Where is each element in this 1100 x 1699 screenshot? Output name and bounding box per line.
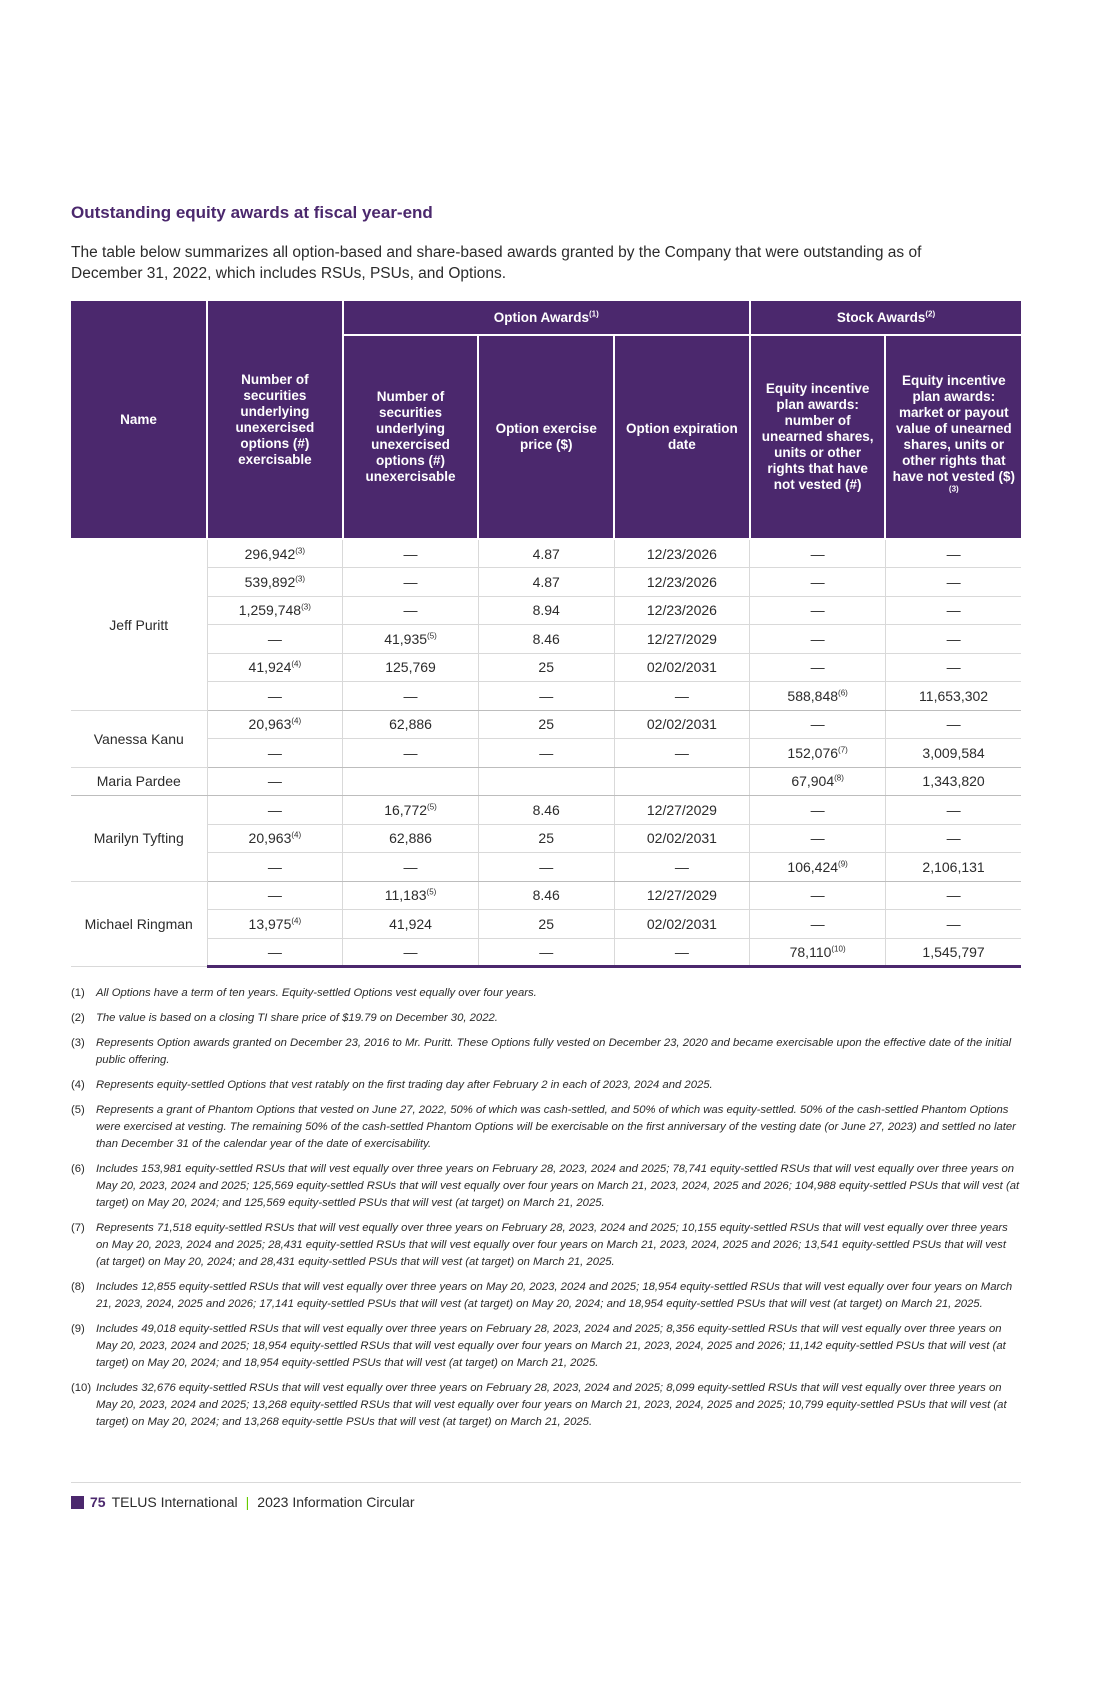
footnote-text: Includes 49,018 equity-settled RSUs that will vest equally over three years on February 28, 2023, 2024 and 2025; 8,356 equity-settled RSUs that will vest equally over three years on May 20, 2023, 2024 and 2025; 18,954 equity-settled RSUs that will vest equally over four years on March 21, 2023, 2024, 2025 and 2026; 11,142 equity-settled PSUs that will vest (at target) on May 20, 2024; and 18,954 equity-settled PSUs that will vest (at target) on March 21, 2025. xyxy=(96,1323,1006,1369)
name-cell-marilyn: Marilyn Tyfting xyxy=(71,796,207,882)
expiration-date-cell: — xyxy=(614,739,750,768)
unexercisable-cell: — xyxy=(343,568,479,597)
expiration-date-cell: 12/23/2026 xyxy=(614,539,750,568)
unexercisable-cell: — xyxy=(343,539,479,568)
unexercisable-cell: 62,886 xyxy=(343,710,479,739)
footnote-text: Represents 71,518 equity-settled RSUs that will vest equally over three years on February 28, 2023, 2024 and 2025; 10,155 equity-settled RSUs that will vest equally over three years on May 20, 2023, 2024 and 2025; 28,431 equity-settled RSUs that will vest equally over four years on March 21, 2023, 2024, 2025 and 2026; 13,541 equity-settled PSUs that will vest (at target) on May 20, 2024; and 28,431 equity-settled PSUs that will vest (at target) on March 21, 2025. xyxy=(96,1222,1008,1268)
exercise-price-cell: 8.46 xyxy=(478,881,614,910)
eip-value-cell: 2,106,131 xyxy=(885,853,1021,882)
unexercisable-cell: — xyxy=(343,596,479,625)
exercise-price-cell: 25 xyxy=(478,653,614,682)
page-footer xyxy=(71,1494,414,1510)
footnotes xyxy=(71,985,1021,1439)
eip-value-cell: — xyxy=(885,625,1021,654)
eip-number-cell: 106,424$^{(9)}$ xyxy=(750,853,886,882)
expiration-date-cell: 02/02/2031 xyxy=(614,910,750,939)
exercise-price-cell: — xyxy=(478,938,614,967)
footnote-text: Represents Option awards granted on December 23, 2016 to Mr. Puritt. These Options fully vested on December 23, 2020 and became exercisable upon the effective date of the initial public offering. xyxy=(96,1037,1012,1066)
table-row xyxy=(71,568,1021,597)
exercise-price-cell: — xyxy=(478,853,614,882)
eip-number-cell: — xyxy=(750,539,886,568)
intro-paragraph: The table below summarizes all option-based and share-based awards granted by the Company that were outstanding as of December 31, 2022, which includes RSUs, PSUs, and Options. xyxy=(71,244,922,282)
header-exercisable: Number of securities underlying unexercised options (#) exercisable xyxy=(207,301,343,539)
expiration-date-cell: 12/27/2029 xyxy=(614,625,750,654)
eip-value-cell: — xyxy=(885,568,1021,597)
footnote-number: (10) xyxy=(71,1382,92,1394)
header-expiration-date: Option expiration date xyxy=(614,335,750,539)
footnote-text: Includes 12,855 equity-settled RSUs that will vest equally over three years on May 20, 2023, 2024 and 2025; 18,954 equity-settled RSUs that will vest equally over four years on March 21, 2023, 2024, 2025 and 2026; 17,141 equity-settled PSUs that will vest (at target) on May 20, 2024; and 18,954 equity-settled PSUs that will vest (at target) on March 21, 2025. xyxy=(96,1281,1013,1310)
footnote xyxy=(71,1279,1021,1313)
footnote-number: (7) xyxy=(71,1222,85,1234)
unexercisable-cell: — xyxy=(343,739,479,768)
table-row xyxy=(71,739,1021,768)
eip-number-cell: — xyxy=(750,796,886,825)
eip-number-cell: 67,904$^{(8)}$ xyxy=(750,767,886,796)
eip-number-cell: — xyxy=(750,881,886,910)
outstanding-awards-table xyxy=(71,301,1021,968)
footnote xyxy=(71,1220,1021,1271)
exercisable-cell: — xyxy=(207,625,343,654)
exercisable-cell: 296,942$^{(3)}$ xyxy=(207,539,343,568)
unexercisable-cell: — xyxy=(343,938,479,967)
exercise-price-cell xyxy=(478,767,614,796)
exercise-price-cell: 25 xyxy=(478,710,614,739)
eip-value-cell: — xyxy=(885,539,1021,568)
footnote-number: (4) xyxy=(71,1079,85,1091)
exercisable-cell: 41,924$^{(4)}$ xyxy=(207,653,343,682)
exercise-price-cell: 8.46 xyxy=(478,796,614,825)
eip-value-cell: — xyxy=(885,796,1021,825)
eip-value-cell: — xyxy=(885,653,1021,682)
expiration-date-cell: 02/02/2031 xyxy=(614,653,750,682)
exercise-price-cell: 4.87 xyxy=(478,568,614,597)
header-eip-value: Equity incentive plan awards: market or payout value of unearned shares, units or other rights that have not vested ($)$^{(3)}$ xyxy=(885,335,1021,539)
footnote-text: All Options have a term of ten years. Equity-settled Options vest equally over four years. xyxy=(96,987,537,999)
footnote-number: (1) xyxy=(71,987,85,999)
footnote-number: (5) xyxy=(71,1104,85,1116)
footnote-number: (2) xyxy=(71,1012,85,1024)
eip-value-cell: — xyxy=(885,910,1021,939)
eip-value-cell: — xyxy=(885,596,1021,625)
exercise-price-cell: 25 xyxy=(478,824,614,853)
footnote-text: Represents equity-settled Options that vest ratably on the first trading day after February 2 in each of 2023, 2024 and 2025. xyxy=(96,1079,713,1091)
eip-number-cell: — xyxy=(750,596,886,625)
footnote xyxy=(71,1035,1021,1069)
header-name: Name xyxy=(71,301,207,539)
table-row xyxy=(71,767,1021,796)
expiration-date-cell: 12/23/2026 xyxy=(614,596,750,625)
unexercisable-cell: 16,772$^{(5)}$ xyxy=(343,796,479,825)
name-cell-vanessa: Vanessa Kanu xyxy=(71,710,207,767)
table-row xyxy=(71,682,1021,711)
table-row xyxy=(71,539,1021,568)
unexercisable-cell: 11,183$^{(5)}$ xyxy=(343,881,479,910)
footer-company: TELUS International xyxy=(111,1494,238,1510)
exercisable-cell: 13,975$^{(4)}$ xyxy=(207,910,343,939)
footnote-text: Represents a grant of Phantom Options that vested on June 27, 2022, 50% of which was cash-settled, and 50% of which was equity-settled. 50% of the cash-settled Phantom Options were exercised at vesting. The remaining 50% of the cash-settled Phantom Options will be exercisable on the first anniversary of the vesting date (or June 27, 2023) and settled no later than December 31 of the calendar year of the date of exercisability. xyxy=(96,1104,1016,1150)
exercisable-cell: — xyxy=(207,739,343,768)
eip-number-cell: — xyxy=(750,653,886,682)
expiration-date-cell xyxy=(614,767,750,796)
exercisable-cell: — xyxy=(207,796,343,825)
footnote-text: Includes 32,676 equity-settled RSUs that will vest equally over three years on February 28, 2023, 2024 and 2025; 8,099 equity-settled RSUs that will vest equally over three years on May 20, 2023, 2024 and 2025; 13,268 equity-settled RSUs that will vest equally over four years on March 21, 2023, 2024, 2025 and 2025; 10,799 equity-settled PSUs that will vest (at target) on May 20, 2024; and 13,268 equity-settle PSUs that will vest (at target) on March 21, 2025. xyxy=(96,1382,1007,1428)
footnote xyxy=(71,1380,1021,1431)
name-cell-michael: Michael Ringman xyxy=(71,881,207,967)
eip-number-cell: — xyxy=(750,910,886,939)
table-row xyxy=(71,853,1021,882)
eip-number-cell: 152,076$^{(7)}$ xyxy=(750,739,886,768)
eip-number-cell: — xyxy=(750,710,886,739)
exercisable-cell: 20,963$^{(4)}$ xyxy=(207,710,343,739)
exercise-price-cell: 25 xyxy=(478,910,614,939)
table-row xyxy=(71,710,1021,739)
eip-value-cell: 11,653,302 xyxy=(885,682,1021,711)
header-eip-number: Equity incentive plan awards: number of unearned shares, units or other rights that have not vested (#) xyxy=(750,335,886,539)
unexercisable-cell: 41,935$^{(5)}$ xyxy=(343,625,479,654)
footnote xyxy=(71,1102,1021,1153)
header-unexercisable: Number of securities underlying unexercised options (#) unexercisable xyxy=(343,335,479,539)
eip-number-cell: 588,848$^{(6)}$ xyxy=(750,682,886,711)
footnote-text: The value is based on a closing TI share price of $19.79 on December 30, 2022. xyxy=(96,1012,498,1024)
exercisable-cell: — xyxy=(207,853,343,882)
expiration-date-cell: 12/23/2026 xyxy=(614,568,750,597)
eip-value-cell: — xyxy=(885,710,1021,739)
name-cell-maria: Maria Pardee xyxy=(71,767,207,796)
eip-number-cell: — xyxy=(750,625,886,654)
unexercisable-cell: 41,924 xyxy=(343,910,479,939)
footnote xyxy=(71,985,1021,1002)
footnote-text: Includes 153,981 equity-settled RSUs that will vest equally over three years on February 28, 2023, 2024 and 2025; 78,741 equity-settled RSUs that will vest equally over three years on May 20, 2023, 2024 and 2025; 125,569 equity-settled RSUs that will vest equally over four years on March 21, 2023, 2024, 2025 and 2026; 104,988 equity-settled PSUs that will vest (at target) on May 20, 2024; and 125,569 equity-settled PSUs that will vest (at target) on March 21, 2025. xyxy=(96,1163,1020,1209)
eip-value-cell: — xyxy=(885,824,1021,853)
eip-number-cell: — xyxy=(750,568,886,597)
exercisable-cell: — xyxy=(207,767,343,796)
unexercisable-cell: — xyxy=(343,682,479,711)
exercise-price-cell: 8.46 xyxy=(478,625,614,654)
section-title: Outstanding equity awards at fiscal year-end xyxy=(71,203,433,222)
exercise-price-cell: 8.94 xyxy=(478,596,614,625)
exercisable-cell: — xyxy=(207,881,343,910)
expiration-date-cell: 02/02/2031 xyxy=(614,824,750,853)
header-option-awards: Option Awards$^{(1)}$ xyxy=(343,301,750,335)
name-cell-jeff: Jeff Puritt xyxy=(71,539,207,710)
expiration-date-cell: — xyxy=(614,938,750,967)
unexercisable-cell: — xyxy=(343,853,479,882)
footnote xyxy=(71,1077,1021,1094)
header-stock-awards: Stock Awards$^{(2)}$ xyxy=(750,301,1021,335)
table-row xyxy=(71,824,1021,853)
eip-number-cell: — xyxy=(750,824,886,853)
unexercisable-cell xyxy=(343,767,479,796)
eip-value-cell: — xyxy=(885,881,1021,910)
exercisable-cell: — xyxy=(207,682,343,711)
footnote-number: (9) xyxy=(71,1323,85,1335)
header-exercise-price: Option exercise price ($) xyxy=(478,335,614,539)
eip-number-cell: 78,110$^{(10)}$ xyxy=(750,938,886,967)
table-row xyxy=(71,653,1021,682)
footnote-number: (3) xyxy=(71,1037,85,1049)
expiration-date-cell: 12/27/2029 xyxy=(614,796,750,825)
exercise-price-cell: 4.87 xyxy=(478,539,614,568)
footer-document: 2023 Information Circular xyxy=(257,1494,415,1510)
footnote-number: (6) xyxy=(71,1163,85,1175)
exercisable-cell: 1,259,748$^{(3)}$ xyxy=(207,596,343,625)
eip-value-cell: 3,009,584 xyxy=(885,739,1021,768)
expiration-date-cell: 12/27/2029 xyxy=(614,881,750,910)
table-row xyxy=(71,796,1021,825)
exercisable-cell: 20,963$^{(4)}$ xyxy=(207,824,343,853)
table-row xyxy=(71,910,1021,939)
exercise-price-cell: — xyxy=(478,739,614,768)
expiration-date-cell: — xyxy=(614,682,750,711)
footnote xyxy=(71,1161,1021,1212)
table-row xyxy=(71,881,1021,910)
footnote-number: (8) xyxy=(71,1281,85,1293)
footnote xyxy=(71,1321,1021,1372)
unexercisable-cell: 62,886 xyxy=(343,824,479,853)
footer-separator: | xyxy=(245,1494,250,1510)
footnote xyxy=(71,1010,1021,1027)
table-row xyxy=(71,938,1021,967)
table-body xyxy=(71,539,1021,967)
footer-square-icon xyxy=(71,1496,84,1509)
eip-value-cell: 1,343,820 xyxy=(885,767,1021,796)
expiration-date-cell: 02/02/2031 xyxy=(614,710,750,739)
unexercisable-cell: 125,769 xyxy=(343,653,479,682)
exercise-price-cell: — xyxy=(478,682,614,711)
footer-divider xyxy=(71,1482,1021,1483)
exercisable-cell: — xyxy=(207,938,343,967)
exercisable-cell: 539,892$^{(3)}$ xyxy=(207,568,343,597)
expiration-date-cell: — xyxy=(614,853,750,882)
eip-value-cell: 1,545,797 xyxy=(885,938,1021,967)
table-row xyxy=(71,625,1021,654)
table-row xyxy=(71,596,1021,625)
page-number: 75 xyxy=(90,1494,106,1510)
